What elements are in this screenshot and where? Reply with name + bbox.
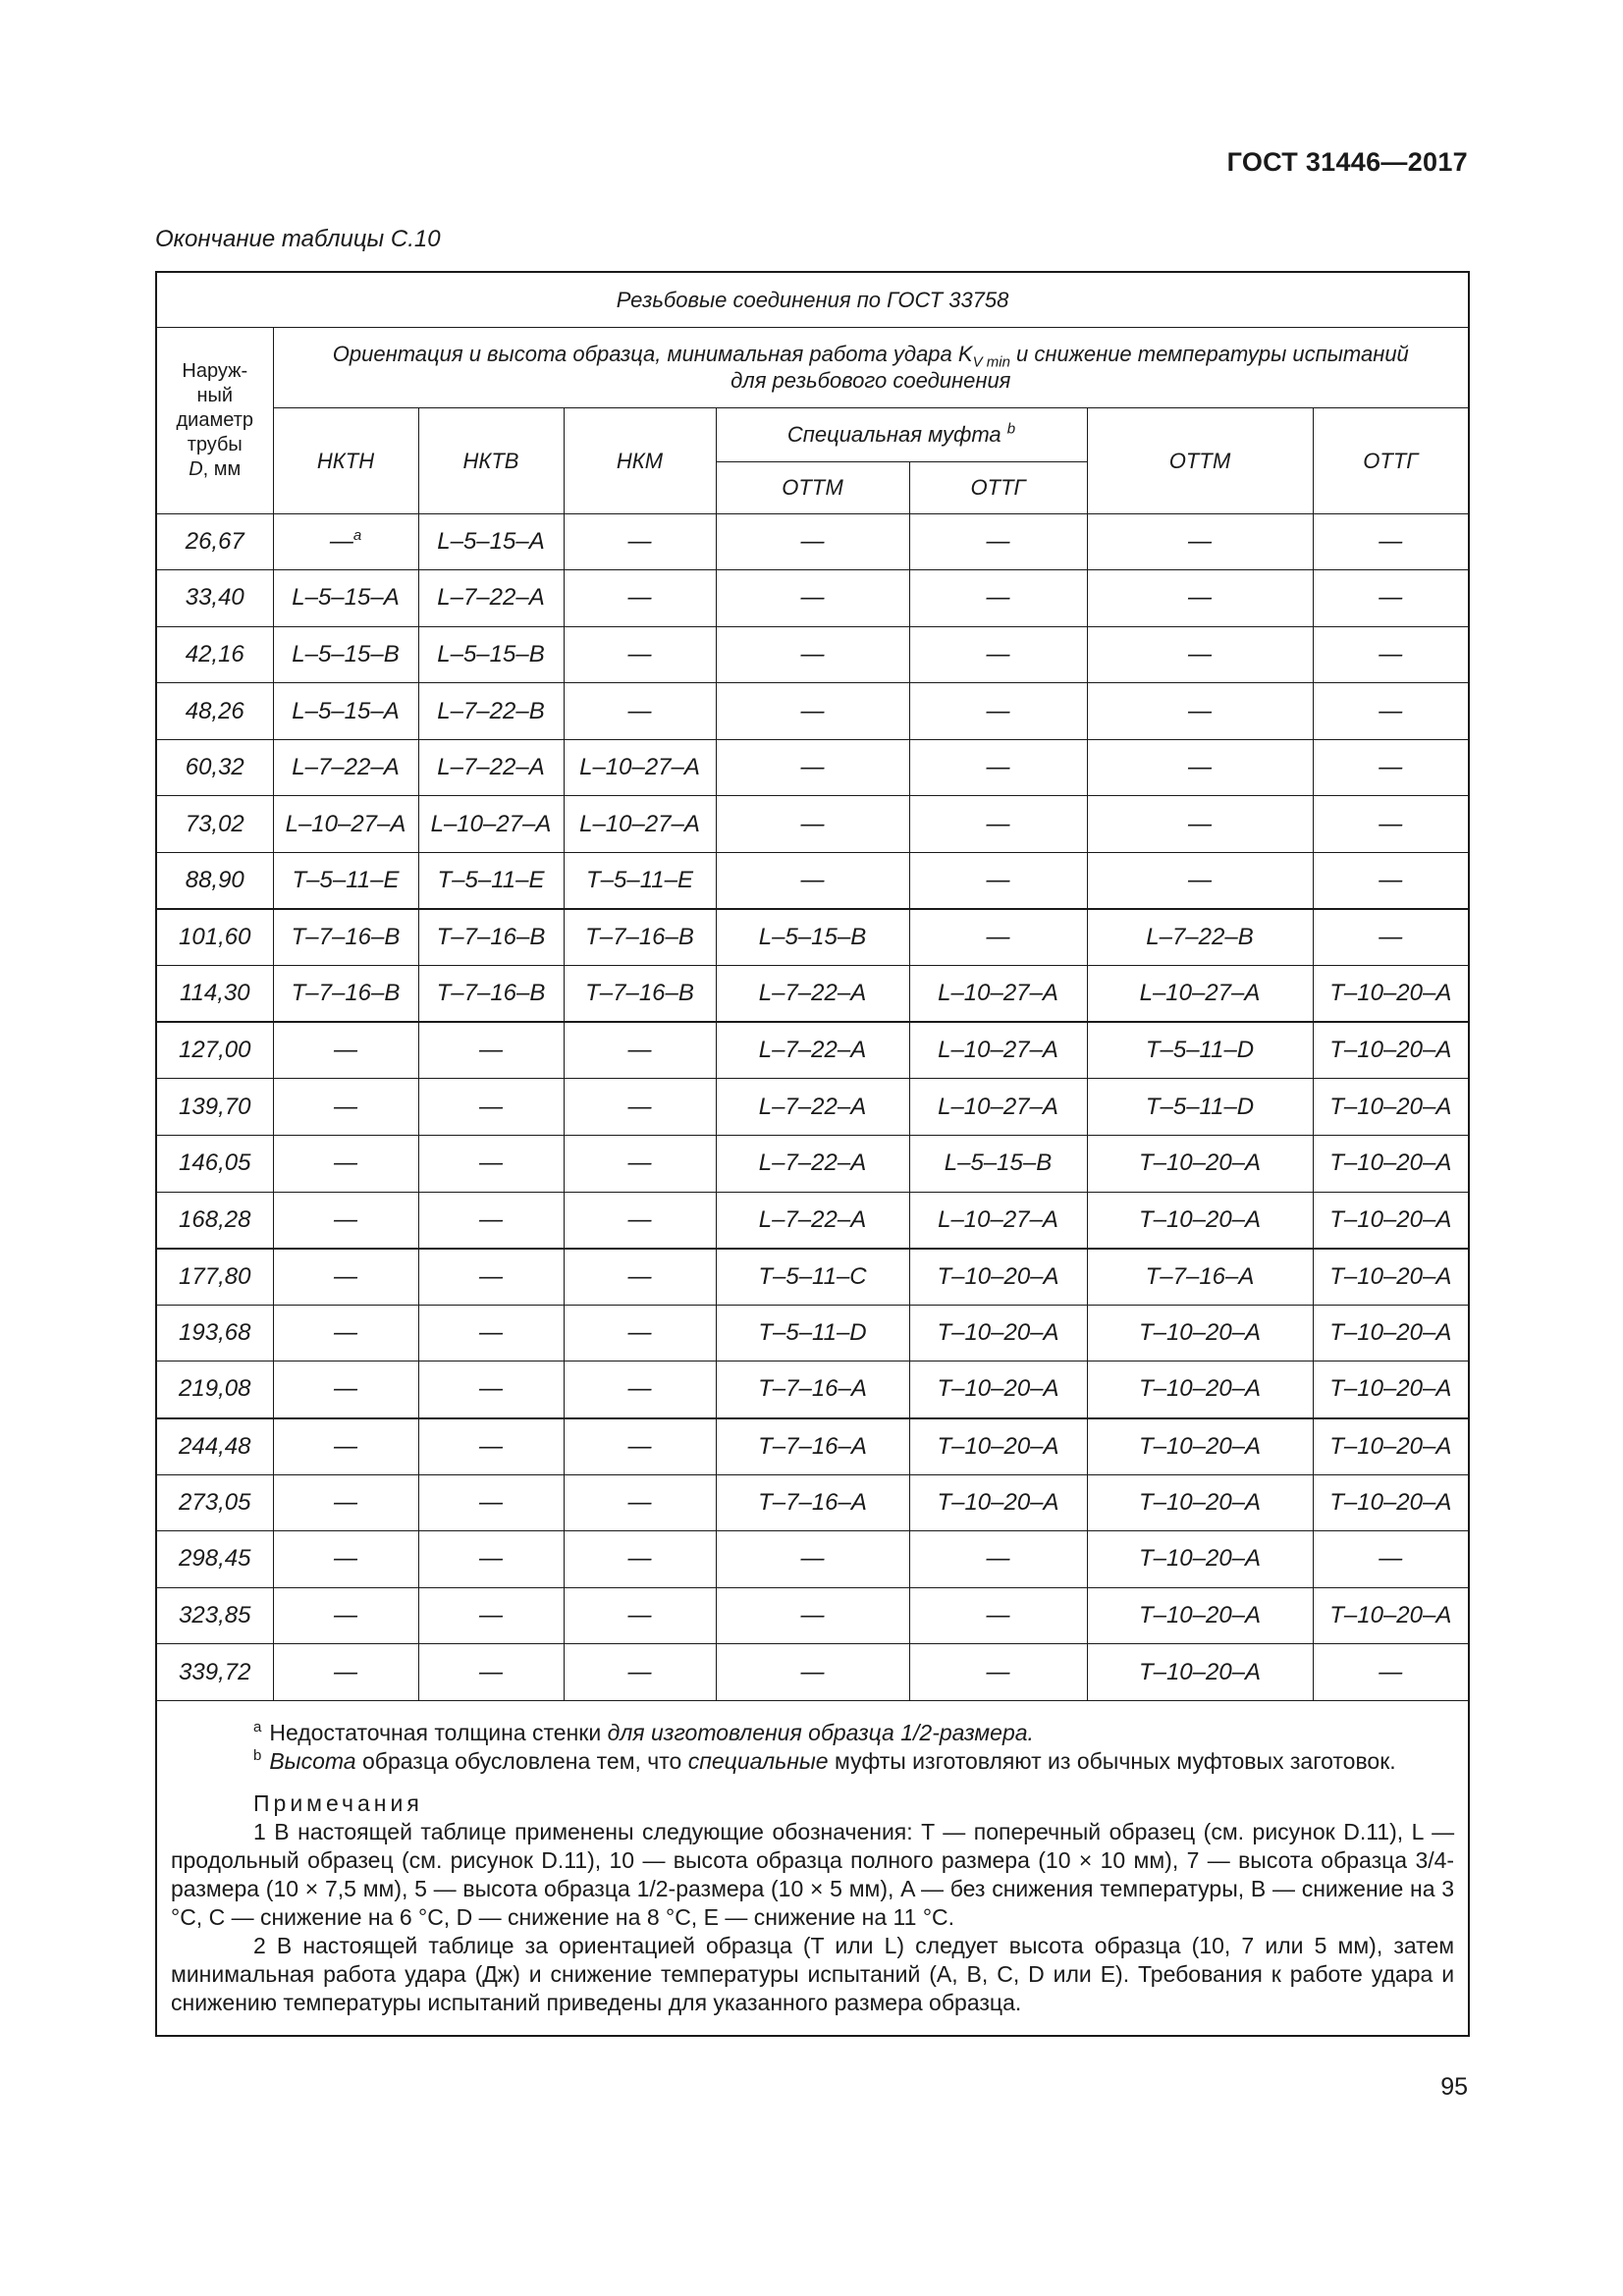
value-cell: L–7–22–B bbox=[418, 683, 564, 740]
table-body bbox=[156, 513, 1469, 1700]
value-cell: T–10–20–A bbox=[909, 1305, 1087, 1362]
standard-designation: ГОСТ 31446—2017 bbox=[1226, 147, 1468, 177]
diameter-cell: 177,80 bbox=[156, 1249, 273, 1306]
value-cell: L–7–22–A bbox=[716, 1136, 909, 1193]
table-row bbox=[156, 626, 1469, 683]
value-cell: T–10–20–A bbox=[1087, 1192, 1313, 1249]
table-row bbox=[156, 1474, 1469, 1531]
value-cell: T–10–20–A bbox=[909, 1474, 1087, 1531]
table-row bbox=[156, 1644, 1469, 1701]
table-row bbox=[156, 513, 1469, 570]
value-cell: T–7–16–A bbox=[716, 1474, 909, 1531]
value-cell: L–5–15–A bbox=[273, 683, 418, 740]
value-cell: — bbox=[564, 1136, 716, 1193]
value-cell: — bbox=[564, 1531, 716, 1588]
value-cell: T–7–16–A bbox=[716, 1362, 909, 1418]
value-cell: — bbox=[273, 1587, 418, 1644]
value-cell: — bbox=[716, 1531, 909, 1588]
table-row bbox=[156, 1079, 1469, 1136]
value-cell: T–10–20–A bbox=[1313, 1022, 1469, 1079]
value-cell: — bbox=[273, 1531, 418, 1588]
value-cell: — bbox=[564, 1192, 716, 1249]
value-cell: T–7–16–A bbox=[716, 1418, 909, 1475]
value-cell: — bbox=[564, 626, 716, 683]
value-cell: — bbox=[1087, 570, 1313, 627]
value-cell: — bbox=[909, 683, 1087, 740]
value-cell: T–10–20–A bbox=[1313, 1192, 1469, 1249]
value-cell: — bbox=[1313, 570, 1469, 627]
value-cell: L–7–22–A bbox=[273, 739, 418, 796]
diameter-cell: 139,70 bbox=[156, 1079, 273, 1136]
diameter-cell: 48,26 bbox=[156, 683, 273, 740]
value-cell: L–5–15–A bbox=[418, 513, 564, 570]
diameter-cell: 60,32 bbox=[156, 739, 273, 796]
diameter-cell: 339,72 bbox=[156, 1644, 273, 1701]
value-cell: — bbox=[909, 739, 1087, 796]
value-cell: — bbox=[716, 853, 909, 910]
table-row bbox=[156, 796, 1469, 853]
value-cell: — bbox=[273, 1474, 418, 1531]
value-cell: — bbox=[273, 1136, 418, 1193]
value-cell: — bbox=[1313, 739, 1469, 796]
value-cell: — bbox=[273, 1079, 418, 1136]
value-cell: — bbox=[716, 1644, 909, 1701]
value-cell: — bbox=[1087, 796, 1313, 853]
table-row bbox=[156, 1418, 1469, 1475]
value-cell: — bbox=[273, 1418, 418, 1475]
value-cell: — bbox=[564, 1079, 716, 1136]
value-cell: T–10–20–A bbox=[1313, 1079, 1469, 1136]
value-cell: — bbox=[418, 1022, 564, 1079]
value-cell: L–7–22–A bbox=[418, 570, 564, 627]
diameter-cell: 73,02 bbox=[156, 796, 273, 853]
value-cell: — bbox=[1087, 626, 1313, 683]
value-cell: L–10–27–A bbox=[909, 1192, 1087, 1249]
table-row bbox=[156, 1531, 1469, 1588]
value-cell: — bbox=[716, 1587, 909, 1644]
value-cell: — bbox=[1313, 513, 1469, 570]
diameter-cell: 244,48 bbox=[156, 1418, 273, 1475]
table-row bbox=[156, 966, 1469, 1023]
value-cell: — bbox=[418, 1531, 564, 1588]
value-cell: T–5–11–E bbox=[273, 853, 418, 910]
diameter-cell: 273,05 bbox=[156, 1474, 273, 1531]
column-header-nkm: НКМ bbox=[564, 407, 716, 513]
value-cell: — bbox=[418, 1362, 564, 1418]
value-cell: T–10–20–A bbox=[1087, 1418, 1313, 1475]
table-row bbox=[156, 1022, 1469, 1079]
value-cell: T–10–20–A bbox=[1087, 1362, 1313, 1418]
diameter-cell: 42,16 bbox=[156, 626, 273, 683]
value-cell: — bbox=[1087, 853, 1313, 910]
value-cell: — bbox=[564, 1022, 716, 1079]
value-cell: T–5–11–D bbox=[1087, 1079, 1313, 1136]
value-cell: L–10–27–A bbox=[564, 796, 716, 853]
value-cell: — bbox=[1087, 739, 1313, 796]
value-cell: — bbox=[1313, 1531, 1469, 1588]
value-cell: T–10–20–A bbox=[1087, 1305, 1313, 1362]
value-cell: — bbox=[909, 570, 1087, 627]
value-cell: T–10–20–A bbox=[909, 1418, 1087, 1475]
value-cell: — bbox=[1313, 1644, 1469, 1701]
footnote-mark: a bbox=[352, 526, 362, 544]
value-cell: —$^a$ bbox=[273, 513, 418, 570]
value-cell: — bbox=[564, 1474, 716, 1531]
value-cell: — bbox=[418, 1418, 564, 1475]
value-cell: T–7–16–A bbox=[1087, 1249, 1313, 1306]
footnote-b: $^b$ Высота образца обусловлена тем, что специальные муфты изготовляют из обычных муфтовых заготовок. bbox=[253, 1747, 1396, 1774]
table-row bbox=[156, 853, 1469, 910]
table-row bbox=[156, 1305, 1469, 1362]
diameter-cell: 298,45 bbox=[156, 1531, 273, 1588]
value-cell: L–7–22–A bbox=[418, 739, 564, 796]
value-cell: — bbox=[273, 1644, 418, 1701]
value-cell: — bbox=[273, 1362, 418, 1418]
value-cell: L–7–22–A bbox=[716, 1192, 909, 1249]
column-header-ottm: ОТТМ bbox=[1087, 407, 1313, 513]
diameter-cell: 33,40 bbox=[156, 570, 273, 627]
special-coupling-header: Специальная муфта $^b$ bbox=[716, 407, 1087, 461]
page-number: 95 bbox=[1440, 2073, 1468, 2101]
value-cell: L–5–15–B bbox=[909, 1136, 1087, 1193]
value-cell: L–5–15–B bbox=[418, 626, 564, 683]
value-cell: L–5–15–A bbox=[273, 570, 418, 627]
value-cell: — bbox=[564, 1362, 716, 1418]
value-cell: — bbox=[716, 683, 909, 740]
value-cell: — bbox=[1313, 796, 1469, 853]
value-cell: — bbox=[418, 1305, 564, 1362]
value-cell: — bbox=[418, 1136, 564, 1193]
value-cell: T–10–20–A bbox=[1087, 1136, 1313, 1193]
value-cell: — bbox=[564, 1587, 716, 1644]
diameter-header: Наруж- ный диаметр трубы D, мм bbox=[156, 327, 273, 513]
column-header-special-ottg: ОТТГ bbox=[909, 461, 1087, 513]
value-cell: — bbox=[564, 683, 716, 740]
table-row bbox=[156, 1587, 1469, 1644]
value-cell: T–5–11–E bbox=[418, 853, 564, 910]
table-row bbox=[156, 1249, 1469, 1306]
diameter-cell: 88,90 bbox=[156, 853, 273, 910]
value-cell: T–5–11–D bbox=[716, 1305, 909, 1362]
value-cell: T–5–11–E bbox=[564, 853, 716, 910]
value-cell: — bbox=[909, 909, 1087, 966]
notes-title: Примечания bbox=[253, 1789, 423, 1816]
value-cell: L–7–22–A bbox=[716, 966, 909, 1023]
table-row bbox=[156, 1192, 1469, 1249]
value-cell: L–10–27–A bbox=[909, 1022, 1087, 1079]
diameter-cell: 193,68 bbox=[156, 1305, 273, 1362]
column-header-special-ottm: ОТТМ bbox=[716, 461, 909, 513]
value-cell: — bbox=[1087, 683, 1313, 740]
value-cell: — bbox=[273, 1249, 418, 1306]
value-cell: — bbox=[1313, 853, 1469, 910]
footnote-a: $^a$ Недостаточная толщина стенки для изготовления образца 1/2-размера. bbox=[253, 1719, 1034, 1745]
value-cell: T–10–20–A bbox=[1087, 1531, 1313, 1588]
value-cell: L–10–27–A bbox=[564, 739, 716, 796]
value-cell: T–7–16–B bbox=[418, 966, 564, 1023]
value-cell: L–10–27–A bbox=[418, 796, 564, 853]
value-cell: T–10–20–A bbox=[1313, 1305, 1469, 1362]
table-row bbox=[156, 1136, 1469, 1193]
value-cell: L–7–22–B bbox=[1087, 909, 1313, 966]
diameter-cell: 146,05 bbox=[156, 1136, 273, 1193]
value-cell: L–10–27–A bbox=[909, 966, 1087, 1023]
value-cell: — bbox=[564, 1249, 716, 1306]
value-cell: T–5–11–C bbox=[716, 1249, 909, 1306]
diameter-cell: 101,60 bbox=[156, 909, 273, 966]
table-row bbox=[156, 683, 1469, 740]
value-cell: — bbox=[273, 1022, 418, 1079]
column-header-nktn: НКТН bbox=[273, 407, 418, 513]
column-header-nktv: НКТВ bbox=[418, 407, 564, 513]
value-cell: T–10–20–A bbox=[1313, 1136, 1469, 1193]
diameter-cell: 323,85 bbox=[156, 1587, 273, 1644]
value-cell: L–10–27–A bbox=[273, 796, 418, 853]
value-cell: — bbox=[564, 570, 716, 627]
table-title: Резьбовые соединения по ГОСТ 33758 bbox=[156, 272, 1469, 327]
table-row bbox=[156, 909, 1469, 966]
diameter-cell: 26,67 bbox=[156, 513, 273, 570]
diameter-cell: 219,08 bbox=[156, 1362, 273, 1418]
orientation-header: Ориентация и высота образца, минимальная работа удара $K_{V min}$ и снижение температуры испытаний для резьбового соединения bbox=[273, 327, 1469, 407]
value-cell: T–7–16–B bbox=[273, 909, 418, 966]
value-cell: T–10–20–A bbox=[909, 1249, 1087, 1306]
value-cell: T–7–16–B bbox=[564, 909, 716, 966]
value-cell: T–10–20–A bbox=[1087, 1474, 1313, 1531]
value-cell: — bbox=[909, 626, 1087, 683]
value-cell: T–10–20–A bbox=[1313, 966, 1469, 1023]
value-cell: T–10–20–A bbox=[1087, 1644, 1313, 1701]
value-cell: — bbox=[1313, 683, 1469, 740]
note-1: 1 В настоящей таблице применены следующие обозначения: T — поперечный образец (см. рисунок D.11), L — продольный образец (см. рисунок D.11), 10 — высота образца полного размера (10 × 10 мм), 7 — высота образца 3/4-размера (10 × 7,5 мм), 5 — высота образца 1/2-размера (10 × 5 мм), A — без снижения температуры, B — снижение на 3 °C, C — снижение на 6 °C, D — снижение на 8 °C, E — снижение на 11 °C. bbox=[171, 1818, 1455, 1930]
value-cell: — bbox=[418, 1587, 564, 1644]
value-cell: — bbox=[564, 1305, 716, 1362]
value-cell: — bbox=[716, 513, 909, 570]
value-cell: — bbox=[909, 853, 1087, 910]
value-cell: T–10–20–A bbox=[1313, 1474, 1469, 1531]
value-cell: — bbox=[1313, 909, 1469, 966]
value-cell: T–10–20–A bbox=[909, 1362, 1087, 1418]
value-cell: T–7–16–B bbox=[273, 966, 418, 1023]
value-cell: — bbox=[909, 1644, 1087, 1701]
value-cell: T–10–20–A bbox=[1313, 1362, 1469, 1418]
value-cell: L–5–15–B bbox=[273, 626, 418, 683]
value-cell: T–7–16–B bbox=[418, 909, 564, 966]
value-cell: — bbox=[273, 1192, 418, 1249]
table-row bbox=[156, 1362, 1469, 1418]
diameter-cell: 168,28 bbox=[156, 1192, 273, 1249]
value-cell: — bbox=[418, 1249, 564, 1306]
value-cell: — bbox=[1313, 626, 1469, 683]
value-cell: T–10–20–A bbox=[1313, 1587, 1469, 1644]
value-cell: T–5–11–D bbox=[1087, 1022, 1313, 1079]
value-cell: — bbox=[716, 626, 909, 683]
value-cell: T–10–20–A bbox=[1313, 1418, 1469, 1475]
diameter-cell: 127,00 bbox=[156, 1022, 273, 1079]
value-cell: — bbox=[418, 1644, 564, 1701]
value-cell: T–10–20–A bbox=[1087, 1587, 1313, 1644]
value-cell: — bbox=[716, 796, 909, 853]
value-cell: — bbox=[418, 1474, 564, 1531]
value-cell: — bbox=[716, 570, 909, 627]
value-cell: T–10–20–A bbox=[1313, 1249, 1469, 1306]
value-cell: — bbox=[418, 1192, 564, 1249]
value-cell: — bbox=[564, 513, 716, 570]
note-2: 2 В настоящей таблице за ориентацией образца (T или L) следует высота образца (10, 7 или 5 мм), затем минимальная работа удара (Дж) и снижение температуры испытаний (A, B, C, D или E). Требования к работе удара и снижению температуры испытаний приведены для указанного размера образца. bbox=[171, 1932, 1455, 2015]
value-cell: — bbox=[909, 1587, 1087, 1644]
column-header-ottg: ОТТГ bbox=[1313, 407, 1469, 513]
value-cell: L–10–27–A bbox=[1087, 966, 1313, 1023]
table-row bbox=[156, 739, 1469, 796]
value-cell: L–10–27–A bbox=[909, 1079, 1087, 1136]
value-cell: — bbox=[909, 513, 1087, 570]
table-continuation-caption: Окончание таблицы С.10 bbox=[155, 226, 441, 252]
value-cell: — bbox=[1087, 513, 1313, 570]
diameter-cell: 114,30 bbox=[156, 966, 273, 1023]
value-cell: — bbox=[564, 1644, 716, 1701]
value-cell: L–7–22–A bbox=[716, 1022, 909, 1079]
value-cell: — bbox=[418, 1079, 564, 1136]
value-cell: L–5–15–B bbox=[716, 909, 909, 966]
value-cell: — bbox=[564, 1418, 716, 1475]
value-cell: — bbox=[909, 796, 1087, 853]
requirements-table bbox=[155, 271, 1470, 2037]
value-cell: L–7–22–A bbox=[716, 1079, 909, 1136]
value-cell: — bbox=[716, 739, 909, 796]
value-cell: — bbox=[273, 1305, 418, 1362]
table-row bbox=[156, 570, 1469, 627]
value-cell: — bbox=[909, 1531, 1087, 1588]
notes-block bbox=[156, 1700, 1469, 2036]
value-cell: T–7–16–B bbox=[564, 966, 716, 1023]
